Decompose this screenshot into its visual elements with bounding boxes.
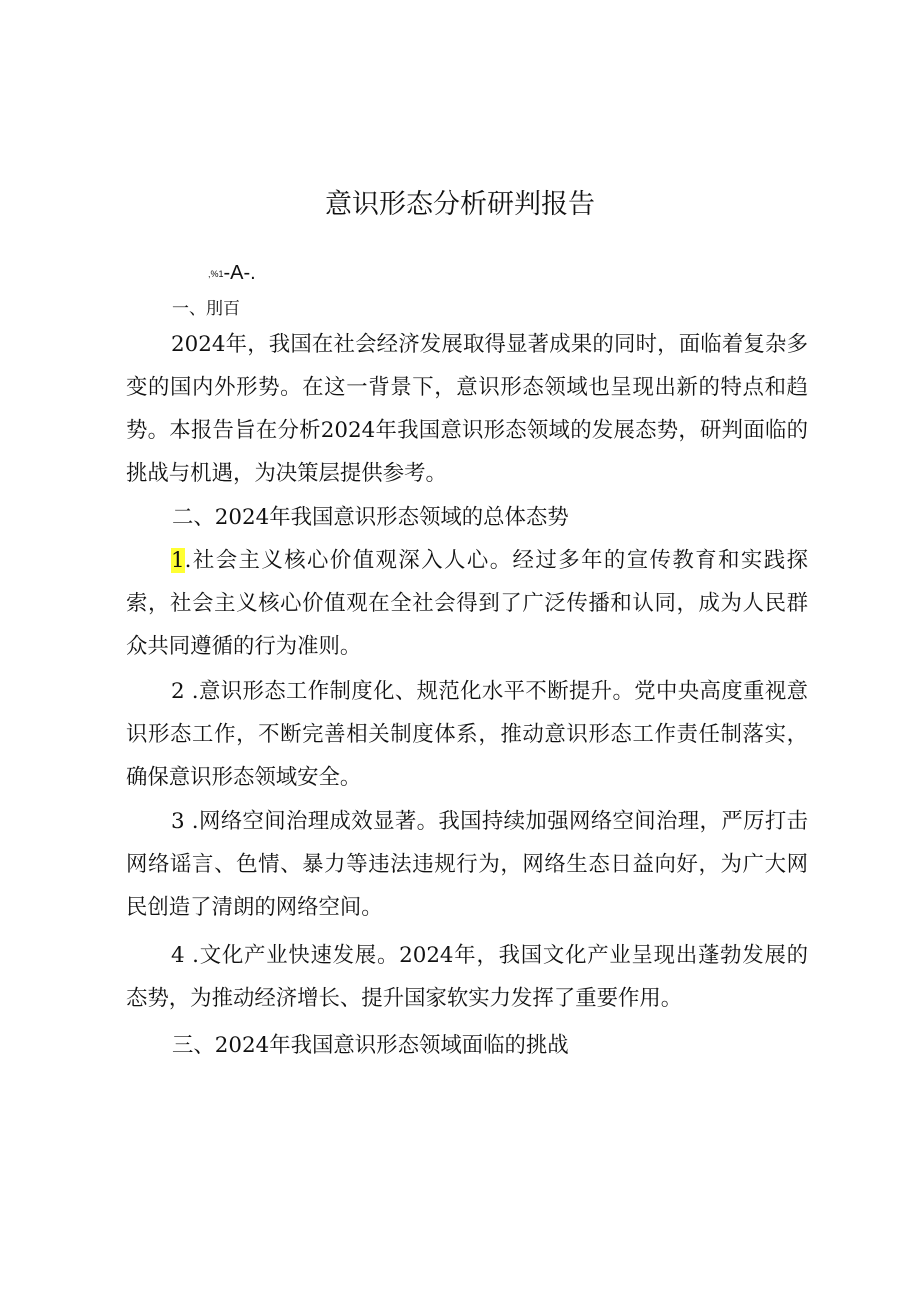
item-4-number: 4 xyxy=(171,943,185,968)
section-1-heading: 一、刖百 xyxy=(172,299,240,319)
item-2-number: 2 xyxy=(171,679,185,704)
scan-artifact-text: -A-. xyxy=(223,262,256,284)
section-3-heading: 三、2024年我国意识形态领域面临的挑战 xyxy=(172,1033,569,1058)
scan-artifact-small: ,%1 xyxy=(208,269,224,279)
section-2-heading: 二、2024年我国意识形态领域的总体态势 xyxy=(172,505,569,530)
scan-artifact xyxy=(208,262,256,285)
list-item-1 xyxy=(126,539,808,668)
item-3-text: .网络空间治理成效显著。我国持续加强网络空间治理，严厉打击网络谣言、色情、暴力等违法违规行为，网络生态日益向好，为广大网民创造了清朗的网络空间。 xyxy=(126,809,808,920)
intro-paragraph: 2024年，我国在社会经济发展取得显著成果的同时，面临着复杂多变的国内外形势。在这一背景下，意识形态领域也呈现出新的特点和趋势。本报告旨在分析2024年我国意识形态领域的发展态势，研判面临的挑战与机遇，为决策层提供参考。 xyxy=(126,332,808,486)
document-title: 意识形态分析研判报告 xyxy=(325,189,595,220)
item-2-text: .意识形态工作制度化、规范化水平不断提升。党中央高度重视意识形态工作，不断完善相关制度体系，推动意识形态工作责任制落实，确保意识形态领域安全。 xyxy=(126,679,808,790)
item-3-number: 3 xyxy=(171,809,185,834)
item-1-text: .社会主义核心价值观深入人心。经过多年的宣传教育和实践探索，社会主义核心价值观在全社会得到了广泛传播和认同，成为人民群众共同遵循的行为准则。 xyxy=(126,548,808,659)
list-item-2 xyxy=(126,670,808,799)
item-4-text: .文化产业快速发展。2024年，我国文化产业呈现出蓬勃发展的态势，为推动经济增长、提升国家软实力发挥了重要作用。 xyxy=(126,943,808,1011)
item-1-number: 1 xyxy=(171,548,185,573)
list-item-3 xyxy=(126,800,808,929)
list-item-4 xyxy=(126,934,808,1020)
